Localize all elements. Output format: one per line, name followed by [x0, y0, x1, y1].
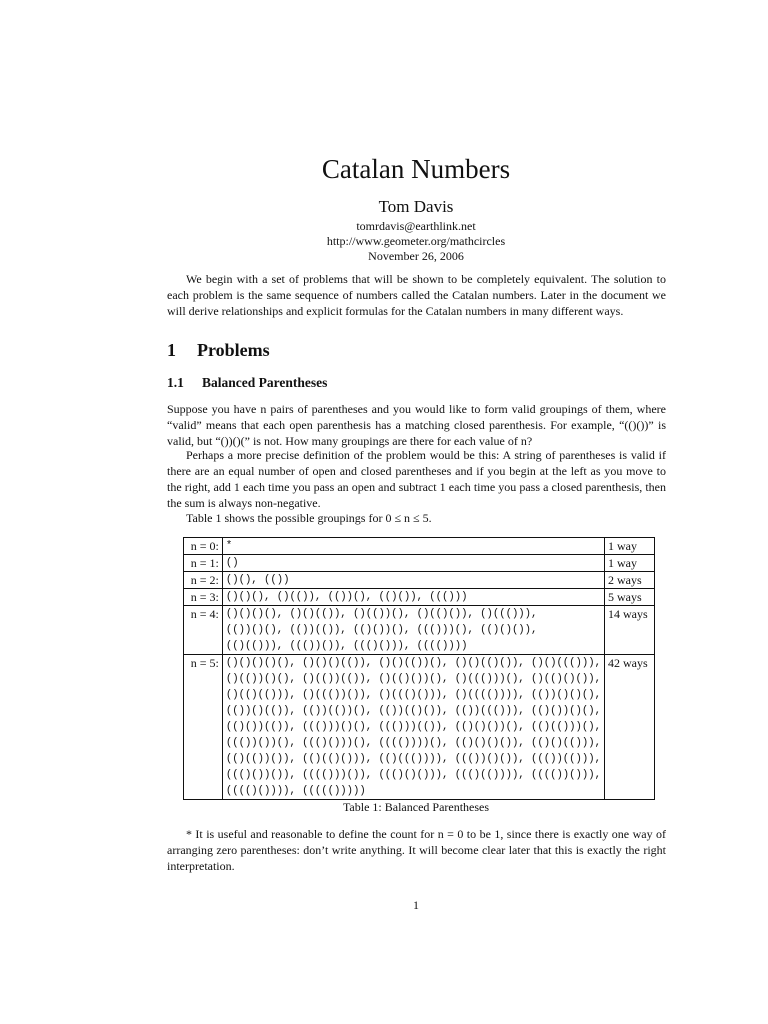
table-row [184, 572, 655, 589]
document-date: November 26, 2006 [368, 249, 464, 263]
table-row [184, 555, 655, 572]
table-row [184, 655, 655, 800]
groupings-cell: ()()()(), ()()(()), ()(())(), ()(()()), ()((())), (())()(), (())(()), (()())(), ((()))(), (()()()), (()(())), ((())()), ((()())), (((()))) [222, 606, 604, 655]
n-value-cell: n = 2: [184, 572, 223, 589]
table-row [184, 538, 655, 555]
section-heading [167, 340, 270, 361]
groupings-cell: ()(), (()) [222, 572, 604, 589]
table-row [184, 606, 655, 655]
author-name: Tom Davis [378, 197, 454, 216]
n-value-cell: n = 3: [184, 589, 223, 606]
table-caption: Table 1: Balanced Parentheses [342, 800, 490, 814]
page-title: Catalan Numbers [321, 154, 511, 184]
count-cell: 42 ways [604, 655, 654, 800]
author-url: http://www.geometer.org/mathcircles [326, 234, 506, 248]
n-value-cell: n = 1: [184, 555, 223, 572]
groupings-cell: ()()()()(), ()()()(()), ()()(())(), ()()(()()), ()()((())), ()(())()(), ()(())(()), ()(()())(), ()((()))(), ()(()()()), ()(()(())), ()((())()), ()((()())), ()(((()))), (())()()(), (())()(()), (())(())(), (())(()()), (())((())), (()())()(), (()())(()), ((()))()(), ((()))(()), (()()())(), (()(()))(), ((())())(), ((()()))(), (((())))(), (()()()()), (()()(())), (()(())()), (()(()())), (()((()))), ((())()()), ((())(())), ((()())()), (((()))()), ((()()())), ((()(()))), (((())())), (((()()))), ((((())))) [222, 655, 604, 800]
section-number: 1 [167, 340, 176, 360]
count-cell: 5 ways [604, 589, 654, 606]
groupings-cell: * [222, 538, 604, 555]
page-number: 1 [413, 898, 419, 912]
groupings-cell: () [222, 555, 604, 572]
count-cell: 2 ways [604, 572, 654, 589]
count-cell: 1 way [604, 538, 654, 555]
subsection-number: 1.1 [167, 375, 184, 390]
subsection-heading [167, 375, 327, 391]
section-title: Problems [197, 340, 270, 360]
problem-paragraph: Suppose you have n pairs of parentheses and you would like to form valid groupings of them, where “valid” means that each open parenthesis has a matching closed parenthesis. For example, “(()())” is valid, but “())()(” is not. How many groupings are there for each value of n? [167, 402, 666, 448]
n-value-cell: n = 0: [184, 538, 223, 555]
subsection-title: Balanced Parentheses [202, 375, 328, 390]
n-value-cell: n = 4: [184, 606, 223, 655]
intro-paragraph: We begin with a set of problems that will be shown to be completely equivalent. The solution to each problem is the same sequence of numbers called the Catalan numbers. Later in the document we will derive relationships and explicit formulas for the Catalan numbers in many different ways. [167, 272, 666, 318]
definition-paragraph: Perhaps a more precise definition of the problem would be this: A string of parentheses is valid if there are an equal number of open and closed parentheses and if you begin at the left as you move to the right, add 1 each time you pass an open and subtract 1 each time you pass a closed parenthesis, then the sum is always non-negative. [167, 448, 666, 510]
count-cell: 14 ways [604, 606, 654, 655]
table-row [184, 589, 655, 606]
groupings-cell: ()()(), ()(()), (())(), (()()), ((())) [222, 589, 604, 606]
balanced-parentheses-table [183, 537, 655, 800]
footnote-paragraph: * It is useful and reasonable to define the count for n = 0 to be 1, since there is exactly one way of arranging zero parentheses: don’t write anything. It will become clear later that this is exactly the right interpretation. [167, 827, 666, 873]
count-cell: 1 way [604, 555, 654, 572]
table-reference-paragraph: Table 1 shows the possible groupings for 0 ≤ n ≤ 5. [186, 511, 432, 525]
author-email: tomrdavis@earthlink.net [356, 219, 476, 233]
n-value-cell: n = 5: [184, 655, 223, 800]
